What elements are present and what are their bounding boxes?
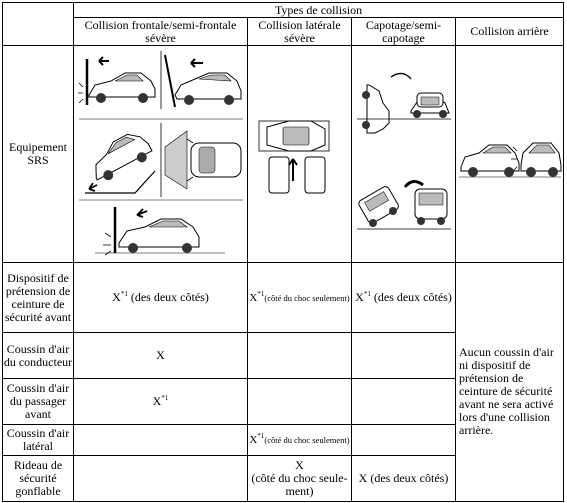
passager-frontal: $X^{*1}$ — [74, 379, 248, 425]
col-header-frontal: Collision frontale/semi-frontale sévère — [74, 18, 248, 46]
row-label-lateral: Coussin d'air latéral — [3, 425, 74, 456]
equipement-label: Equipement SRS — [3, 46, 74, 263]
corner-cell — [3, 3, 74, 46]
passager-capotage — [352, 379, 456, 425]
frontal-illustrations — [74, 46, 248, 263]
pretension-frontal: $X^{*1}$ (des deux côtés) — [74, 263, 248, 333]
car-side-collision-icon — [249, 47, 351, 262]
rideau-frontal — [74, 456, 248, 502]
pretension-capotage: $X^{*1}$ (des deux côtés) — [352, 263, 456, 333]
conducteur-frontal: X — [74, 333, 248, 379]
lateral-lateral: $X^{*1}(côté$ du choc seulement) — [248, 425, 352, 456]
pretension-lateral: $X^{*1}(côté$ du choc seulement) — [248, 263, 352, 333]
types-title: Types de collision — [74, 3, 564, 18]
arriere-illustration — [456, 46, 564, 263]
passager-lateral — [248, 379, 352, 425]
row-label-pretension: Dispositif de prétension de ceinture de sécurité avant — [3, 263, 74, 333]
lateral-frontal — [74, 425, 248, 456]
col-header-capotage: Capotage/semi-capotage — [352, 18, 456, 46]
lateral-illustration — [248, 46, 352, 263]
col-header-arriere: Collision arrière — [456, 18, 564, 46]
car-rollover-icon — [353, 47, 455, 262]
capotage-illustrations — [352, 46, 456, 263]
car-frontal-collision-icon — [75, 47, 247, 262]
row-label-passager: Coussin d'air du passager avant — [3, 379, 74, 425]
row-label-conducteur: Coussin d'air du conducteur — [3, 333, 74, 379]
lateral-capotage — [352, 425, 456, 456]
srs-collision-table — [2, 2, 564, 502]
car-rear-collision-icon — [457, 47, 563, 262]
rideau-lateral: X (côté du choc seule- ment) — [248, 456, 352, 502]
conducteur-capotage — [352, 333, 456, 379]
rideau-capotage: X (des deux côtés) — [352, 456, 456, 502]
row-label-rideau: Rideau de sécurité gonflable — [3, 456, 74, 502]
conducteur-lateral — [248, 333, 352, 379]
arriere-note: Aucun coussin d'air ni dispositif de prétension de ceinture de sécurité avant ne sera activé lors d'une collision arrière. — [456, 263, 564, 502]
col-header-lateral: Collision latérale sévère — [248, 18, 352, 46]
